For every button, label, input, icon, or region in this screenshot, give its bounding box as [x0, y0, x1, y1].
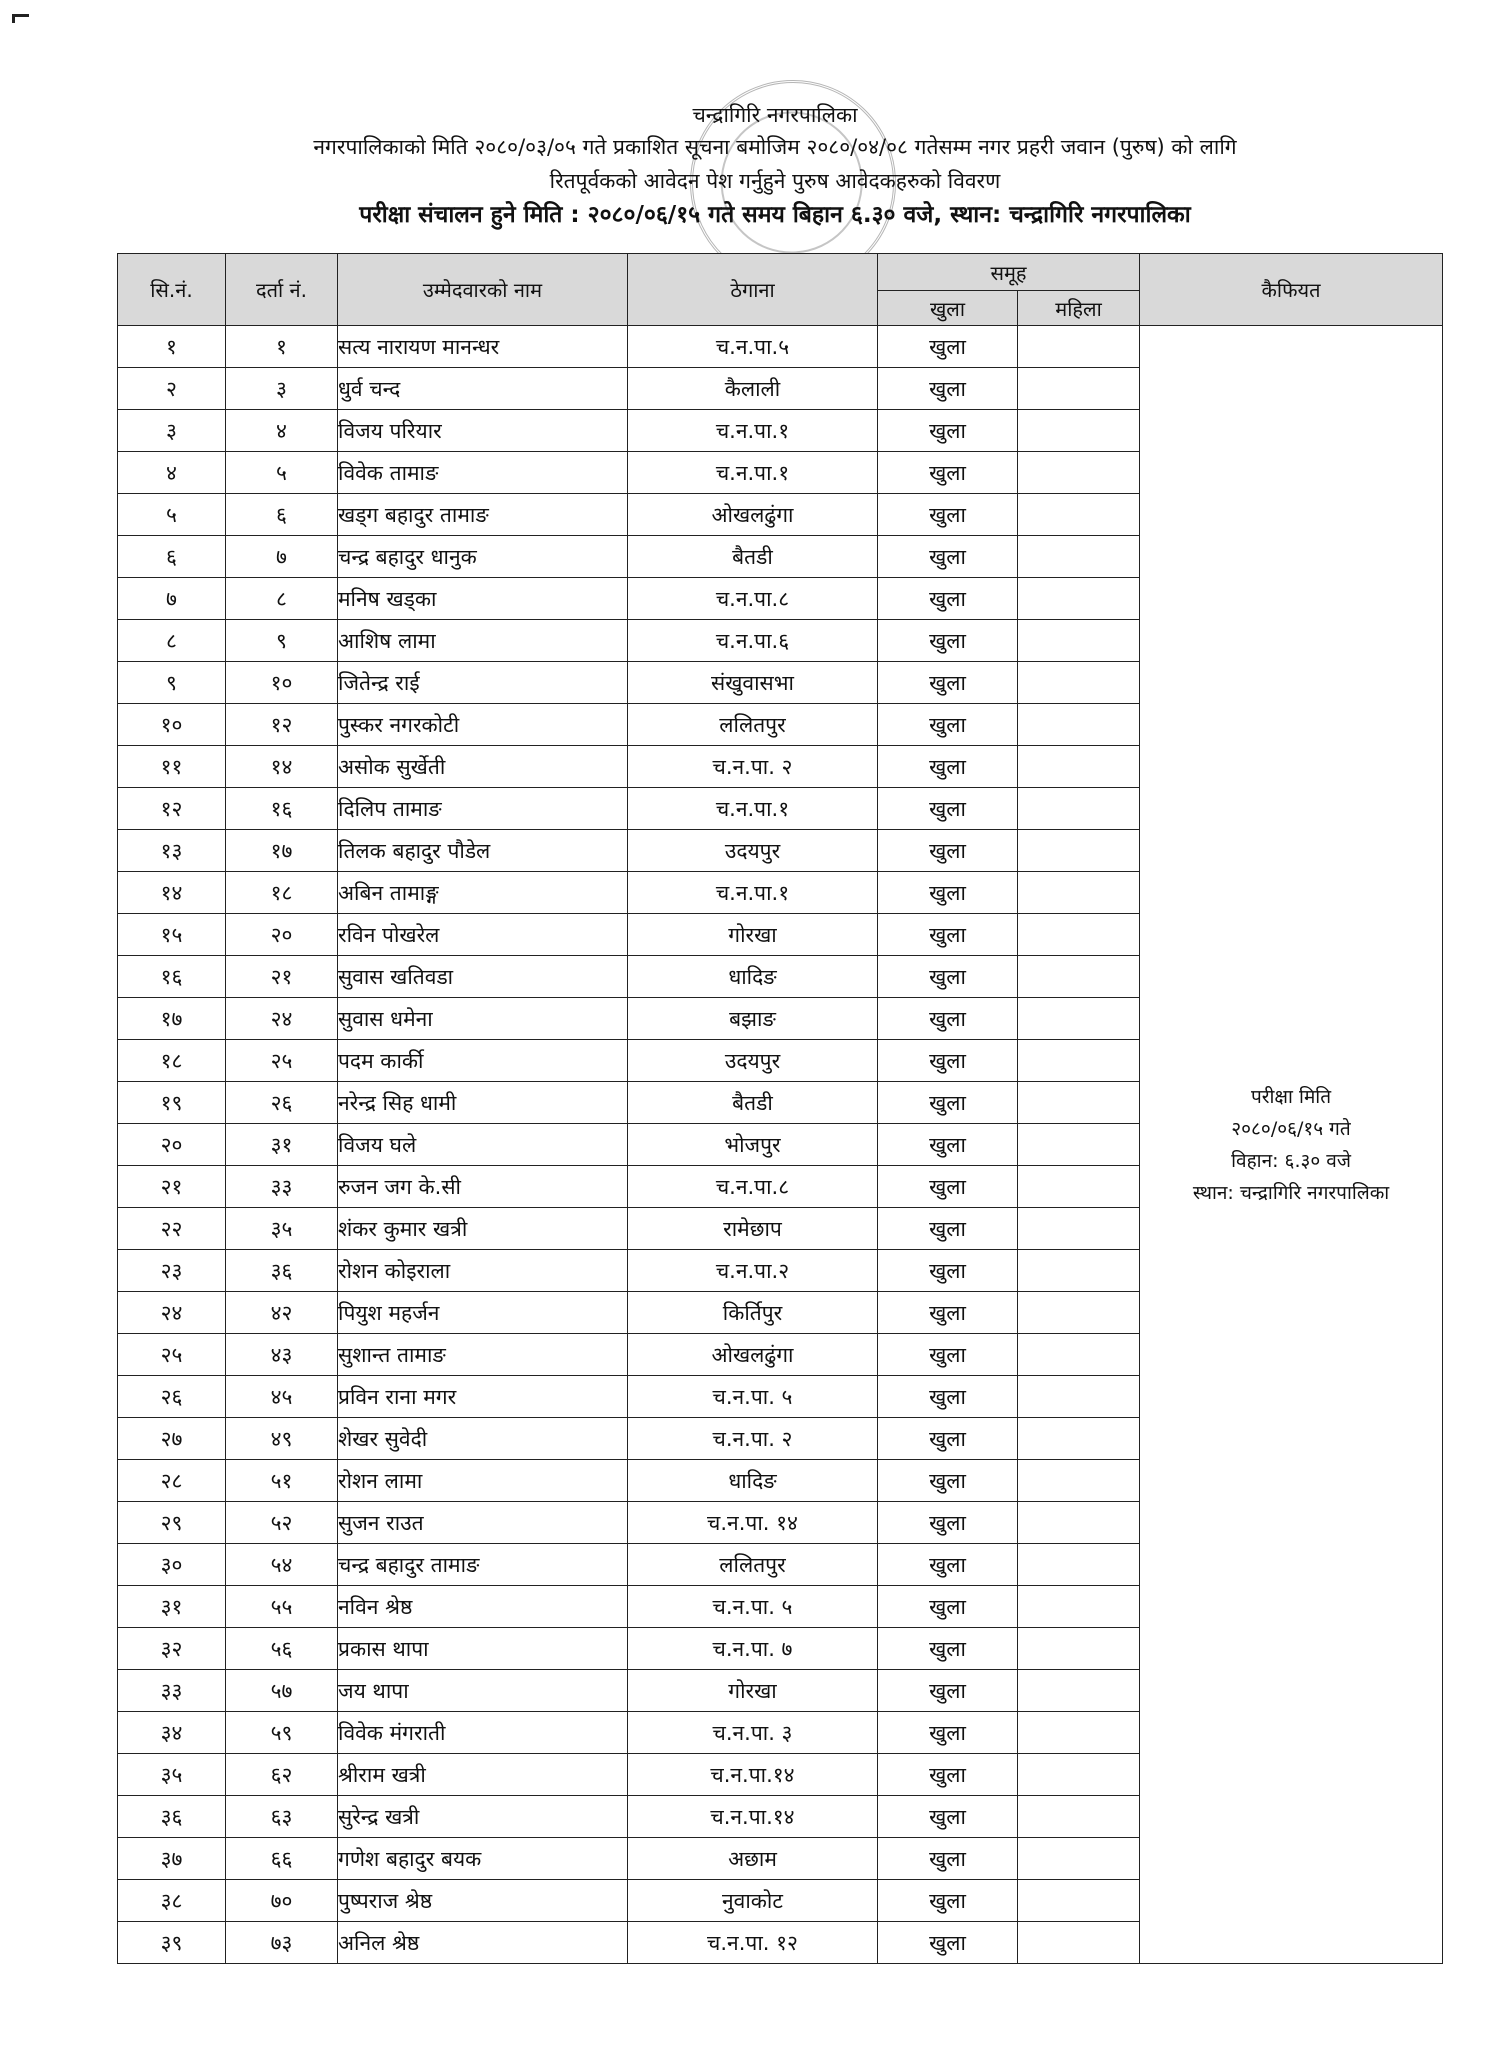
women-cell [1018, 1670, 1140, 1712]
reg-no-cell: १६ [226, 788, 338, 830]
serial-cell: ३५ [118, 1754, 226, 1796]
reg-no-cell: ४३ [226, 1334, 338, 1376]
women-cell [1018, 1502, 1140, 1544]
name-cell: जय थापा [338, 1670, 628, 1712]
reg-no-cell: ६६ [226, 1838, 338, 1880]
org-name: चन्द्रागिरि नगरपालिका [692, 103, 858, 127]
reg-no-cell: ७३ [226, 1922, 338, 1964]
group-cell: खुला [878, 1838, 1018, 1880]
name-cell: दिलिप तामाङ [338, 788, 628, 830]
address-cell: च.न.पा.८ [628, 1166, 878, 1208]
group-cell: खुला [878, 410, 1018, 452]
group-cell: खुला [878, 914, 1018, 956]
reg-no-cell: १२ [226, 704, 338, 746]
women-cell [1018, 1334, 1140, 1376]
address-cell: ओखलढुंगा [628, 494, 878, 536]
reg-no-cell: २४ [226, 998, 338, 1040]
serial-cell: ३२ [118, 1628, 226, 1670]
group-cell: खुला [878, 1460, 1018, 1502]
address-cell: च.न.पा.१ [628, 410, 878, 452]
exam-schedule-line: परीक्षा संचालन हुने मिति : २०८०/०६/१५ गते समय बिहान ६.३० वजे, स्थान: चन्द्रागिरि नगरपालिका [359, 202, 1191, 228]
serial-cell: ७ [118, 578, 226, 620]
serial-cell: ३९ [118, 1922, 226, 1964]
women-cell [1018, 368, 1140, 410]
reg-no-cell: ३६ [226, 1250, 338, 1292]
women-cell [1018, 1586, 1140, 1628]
group-cell: खुला [878, 1628, 1018, 1670]
women-cell [1018, 1292, 1140, 1334]
notice-line-1: नगरपालिकाको मिति २०८०/०३/०५ गते प्रकाशित सूचना बमोजिम २०८०/०४/०८ गतेसम्म नगर प्रहरी जवान (पुरुष) को लागि [313, 135, 1237, 159]
group-cell: खुला [878, 1796, 1018, 1838]
header-address: ठेगाना [628, 254, 878, 326]
header-women: महिला [1018, 291, 1140, 326]
women-cell [1018, 494, 1140, 536]
address-cell: च.न.पा.१ [628, 788, 878, 830]
name-cell: खड्ग बहादुर तामाङ [338, 494, 628, 536]
women-cell [1018, 452, 1140, 494]
group-cell: खुला [878, 746, 1018, 788]
reg-no-cell: १८ [226, 872, 338, 914]
address-cell: च.न.पा. १२ [628, 1922, 878, 1964]
name-cell: प्रकास थापा [338, 1628, 628, 1670]
serial-cell: ३१ [118, 1586, 226, 1628]
women-cell [1018, 1418, 1140, 1460]
table-header-row-1 [118, 254, 1443, 291]
name-cell: अनिल श्रेष्ठ [338, 1922, 628, 1964]
name-cell: पदम कार्की [338, 1040, 628, 1082]
reg-no-cell: २६ [226, 1082, 338, 1124]
name-cell: सुरेन्द्र खत्री [338, 1796, 628, 1838]
serial-cell: १९ [118, 1082, 226, 1124]
name-cell: विवेक मंगराती [338, 1712, 628, 1754]
name-cell: रविन पोखरेल [338, 914, 628, 956]
name-cell: विजय घले [338, 1124, 628, 1166]
name-cell: तिलक बहादुर पौडेल [338, 830, 628, 872]
serial-cell: २८ [118, 1460, 226, 1502]
name-cell: अबिन तामाङ्ग [338, 872, 628, 914]
reg-no-cell: ५७ [226, 1670, 338, 1712]
reg-no-cell: ७० [226, 1880, 338, 1922]
group-cell: खुला [878, 1292, 1018, 1334]
address-cell: संखुवासभा [628, 662, 878, 704]
serial-cell: ३६ [118, 1796, 226, 1838]
name-cell: रुजन जग के.सी [338, 1166, 628, 1208]
serial-cell: २५ [118, 1334, 226, 1376]
reg-no-cell: १० [226, 662, 338, 704]
women-cell [1018, 1166, 1140, 1208]
name-cell: विजय परियार [338, 410, 628, 452]
address-cell: गोरखा [628, 1670, 878, 1712]
reg-no-cell: ९ [226, 620, 338, 662]
women-cell [1018, 1754, 1140, 1796]
serial-cell: १३ [118, 830, 226, 872]
serial-cell: १२ [118, 788, 226, 830]
name-cell: जितेन्द्र राई [338, 662, 628, 704]
address-cell: च.न.पा.१४ [628, 1796, 878, 1838]
women-cell [1018, 746, 1140, 788]
reg-no-cell: ३५ [226, 1208, 338, 1250]
serial-cell: ३० [118, 1544, 226, 1586]
address-cell: गोरखा [628, 914, 878, 956]
serial-cell: ५ [118, 494, 226, 536]
reg-no-cell: १ [226, 326, 338, 368]
header-group: समूह [878, 254, 1140, 291]
women-cell [1018, 662, 1140, 704]
reg-no-cell: २१ [226, 956, 338, 998]
serial-cell: ८ [118, 620, 226, 662]
serial-cell: २७ [118, 1418, 226, 1460]
address-cell: च.न.पा. २ [628, 1418, 878, 1460]
name-cell: सुवास खतिवडा [338, 956, 628, 998]
address-cell: च.न.पा.६ [628, 620, 878, 662]
remarks-line3: विहान: ६.३० वजे [1231, 1149, 1351, 1172]
notice-line-2: रितपूर्वकको आवेदन पेश गर्नुहुने पुरुष आवेदकहरुको विवरण [549, 169, 1001, 193]
address-cell: च.न.पा.५ [628, 326, 878, 368]
group-cell: खुला [878, 1418, 1018, 1460]
women-cell [1018, 1250, 1140, 1292]
women-cell [1018, 1922, 1140, 1964]
serial-cell: २१ [118, 1166, 226, 1208]
group-cell: खुला [878, 494, 1018, 536]
reg-no-cell: ३३ [226, 1166, 338, 1208]
name-cell: चन्द्र बहादुर धानुक [338, 536, 628, 578]
serial-cell: ३८ [118, 1880, 226, 1922]
serial-cell: २० [118, 1124, 226, 1166]
name-cell: सुवास धमेना [338, 998, 628, 1040]
group-cell: खुला [878, 452, 1018, 494]
group-cell: खुला [878, 1502, 1018, 1544]
address-cell: ललितपुर [628, 1544, 878, 1586]
name-cell: नरेन्द्र सिह धामी [338, 1082, 628, 1124]
women-cell [1018, 1208, 1140, 1250]
corner-mark [12, 14, 29, 23]
name-cell: आशिष लामा [338, 620, 628, 662]
serial-cell: १ [118, 326, 226, 368]
group-cell: खुला [878, 830, 1018, 872]
remarks-line2: २०८०/०६/१५ गते [1231, 1117, 1351, 1140]
serial-cell: २३ [118, 1250, 226, 1292]
reg-no-cell: ५६ [226, 1628, 338, 1670]
address-cell: च.न.पा.१ [628, 872, 878, 914]
reg-no-cell: ४९ [226, 1418, 338, 1460]
reg-no-cell: ६३ [226, 1796, 338, 1838]
reg-no-cell: १४ [226, 746, 338, 788]
reg-no-cell: ८ [226, 578, 338, 620]
name-cell: असोक सुर्खेती [338, 746, 628, 788]
name-cell: पुस्कर नगरकोटी [338, 704, 628, 746]
name-cell: नविन श्रेष्ठ [338, 1586, 628, 1628]
document-header [120, 100, 1430, 232]
address-cell: च.न.पा.१४ [628, 1754, 878, 1796]
group-cell: खुला [878, 1124, 1018, 1166]
women-cell [1018, 578, 1140, 620]
serial-cell: २६ [118, 1376, 226, 1418]
women-cell [1018, 1460, 1140, 1502]
name-cell: पियुश महर्जन [338, 1292, 628, 1334]
address-cell: च.न.पा.१ [628, 452, 878, 494]
reg-no-cell: ७ [226, 536, 338, 578]
remarks-cell [1140, 326, 1443, 1964]
header-open: खुला [878, 291, 1018, 326]
serial-cell: ३३ [118, 1670, 226, 1712]
serial-cell: २२ [118, 1208, 226, 1250]
name-cell: धुर्व चन्द [338, 368, 628, 410]
women-cell [1018, 1880, 1140, 1922]
address-cell: रामेछाप [628, 1208, 878, 1250]
name-cell: गणेश बहादुर बयक [338, 1838, 628, 1880]
group-cell: खुला [878, 1376, 1018, 1418]
women-cell [1018, 872, 1140, 914]
table-body [118, 326, 1443, 1964]
address-cell: उदयपुर [628, 1040, 878, 1082]
reg-no-cell: ३१ [226, 1124, 338, 1166]
group-cell: खुला [878, 536, 1018, 578]
applicant-table [117, 253, 1443, 1964]
address-cell: च.न.पा. २ [628, 746, 878, 788]
name-cell: सुशान्त तामाङ [338, 1334, 628, 1376]
remarks-line1: परीक्षा मिति [1250, 1085, 1332, 1108]
header-remarks: कैफियत [1140, 254, 1443, 326]
group-cell: खुला [878, 1544, 1018, 1586]
reg-no-cell: ५२ [226, 1502, 338, 1544]
serial-cell: ११ [118, 746, 226, 788]
address-cell: बैतडी [628, 1082, 878, 1124]
address-cell: बझाङ [628, 998, 878, 1040]
group-cell: खुला [878, 1250, 1018, 1292]
name-cell: रोशन कोइराला [338, 1250, 628, 1292]
address-cell: किर्तिपुर [628, 1292, 878, 1334]
serial-cell: १७ [118, 998, 226, 1040]
women-cell [1018, 830, 1140, 872]
name-cell: सत्य नारायण मानन्धर [338, 326, 628, 368]
group-cell: खुला [878, 578, 1018, 620]
reg-no-cell: ५५ [226, 1586, 338, 1628]
address-cell: च.न.पा. १४ [628, 1502, 878, 1544]
reg-no-cell: ४२ [226, 1292, 338, 1334]
serial-cell: ६ [118, 536, 226, 578]
name-cell: रोशन लामा [338, 1460, 628, 1502]
address-cell: च.न.पा. ५ [628, 1586, 878, 1628]
serial-cell: १४ [118, 872, 226, 914]
women-cell [1018, 1712, 1140, 1754]
name-cell: विवेक तामाङ [338, 452, 628, 494]
address-cell: च.न.पा. ५ [628, 1376, 878, 1418]
serial-cell: १६ [118, 956, 226, 998]
address-cell: च.न.पा. ७ [628, 1628, 878, 1670]
women-cell [1018, 1544, 1140, 1586]
serial-cell: ४ [118, 452, 226, 494]
serial-cell: ९ [118, 662, 226, 704]
group-cell: खुला [878, 620, 1018, 662]
women-cell [1018, 326, 1140, 368]
reg-no-cell: ५९ [226, 1712, 338, 1754]
address-cell: धादिङ [628, 956, 878, 998]
reg-no-cell: ५ [226, 452, 338, 494]
women-cell [1018, 1124, 1140, 1166]
group-cell: खुला [878, 368, 1018, 410]
serial-cell: १५ [118, 914, 226, 956]
serial-cell: २४ [118, 1292, 226, 1334]
group-cell: खुला [878, 704, 1018, 746]
women-cell [1018, 536, 1140, 578]
women-cell [1018, 704, 1140, 746]
address-cell: ओखलढुंगा [628, 1334, 878, 1376]
name-cell: श्रीराम खत्री [338, 1754, 628, 1796]
group-cell: खुला [878, 872, 1018, 914]
remarks-line4: स्थान: चन्द्रागिरि नगरपालिका [1192, 1181, 1390, 1204]
group-cell: खुला [878, 1880, 1018, 1922]
address-cell: च.न.पा. ३ [628, 1712, 878, 1754]
women-cell [1018, 1796, 1140, 1838]
group-cell: खुला [878, 1334, 1018, 1376]
reg-no-cell: २० [226, 914, 338, 956]
reg-no-cell: ६२ [226, 1754, 338, 1796]
name-cell: शेखर सुवेदी [338, 1418, 628, 1460]
women-cell [1018, 1628, 1140, 1670]
address-cell: भोजपुर [628, 1124, 878, 1166]
serial-cell: १८ [118, 1040, 226, 1082]
group-cell: खुला [878, 662, 1018, 704]
address-cell: कैलाली [628, 368, 878, 410]
women-cell [1018, 410, 1140, 452]
serial-cell: ३४ [118, 1712, 226, 1754]
name-cell: पुष्पराज श्रेष्ठ [338, 1880, 628, 1922]
women-cell [1018, 914, 1140, 956]
group-cell: खुला [878, 1922, 1018, 1964]
reg-no-cell: ६ [226, 494, 338, 536]
address-cell: नुवाकोट [628, 1880, 878, 1922]
women-cell [1018, 998, 1140, 1040]
women-cell [1018, 1082, 1140, 1124]
group-cell: खुला [878, 1208, 1018, 1250]
serial-cell: ३ [118, 410, 226, 452]
reg-no-cell: ४ [226, 410, 338, 452]
name-cell: मनिष खड्का [338, 578, 628, 620]
address-cell: उदयपुर [628, 830, 878, 872]
group-cell: खुला [878, 1082, 1018, 1124]
address-cell: धादिङ [628, 1460, 878, 1502]
reg-no-cell: २५ [226, 1040, 338, 1082]
serial-cell: १० [118, 704, 226, 746]
name-cell: चन्द्र बहादुर तामाङ [338, 1544, 628, 1586]
group-cell: खुला [878, 1166, 1018, 1208]
reg-no-cell: ४५ [226, 1376, 338, 1418]
women-cell [1018, 956, 1140, 998]
header-serial: सि.नं. [118, 254, 226, 326]
table-row [118, 326, 1443, 368]
name-cell: शंकर कुमार खत्री [338, 1208, 628, 1250]
reg-no-cell: ५४ [226, 1544, 338, 1586]
women-cell [1018, 1376, 1140, 1418]
group-cell: खुला [878, 326, 1018, 368]
group-cell: खुला [878, 1670, 1018, 1712]
group-cell: खुला [878, 788, 1018, 830]
address-cell: ललितपुर [628, 704, 878, 746]
women-cell [1018, 788, 1140, 830]
women-cell [1018, 620, 1140, 662]
serial-cell: ३७ [118, 1838, 226, 1880]
group-cell: खुला [878, 1040, 1018, 1082]
reg-no-cell: १७ [226, 830, 338, 872]
serial-cell: २९ [118, 1502, 226, 1544]
name-cell: सुजन राउत [338, 1502, 628, 1544]
women-cell [1018, 1040, 1140, 1082]
address-cell: च.न.पा.२ [628, 1250, 878, 1292]
group-cell: खुला [878, 1712, 1018, 1754]
name-cell: प्रविन राना मगर [338, 1376, 628, 1418]
group-cell: खुला [878, 956, 1018, 998]
address-cell: बैतडी [628, 536, 878, 578]
group-cell: खुला [878, 998, 1018, 1040]
serial-cell: २ [118, 368, 226, 410]
group-cell: खुला [878, 1586, 1018, 1628]
group-cell: खुला [878, 1754, 1018, 1796]
address-cell: अछाम [628, 1838, 878, 1880]
reg-no-cell: ५१ [226, 1460, 338, 1502]
women-cell [1018, 1838, 1140, 1880]
reg-no-cell: ३ [226, 368, 338, 410]
address-cell: च.न.पा.८ [628, 578, 878, 620]
header-name: उम्मेदवारको नाम [338, 254, 628, 326]
header-reg-no: दर्ता नं. [226, 254, 338, 326]
